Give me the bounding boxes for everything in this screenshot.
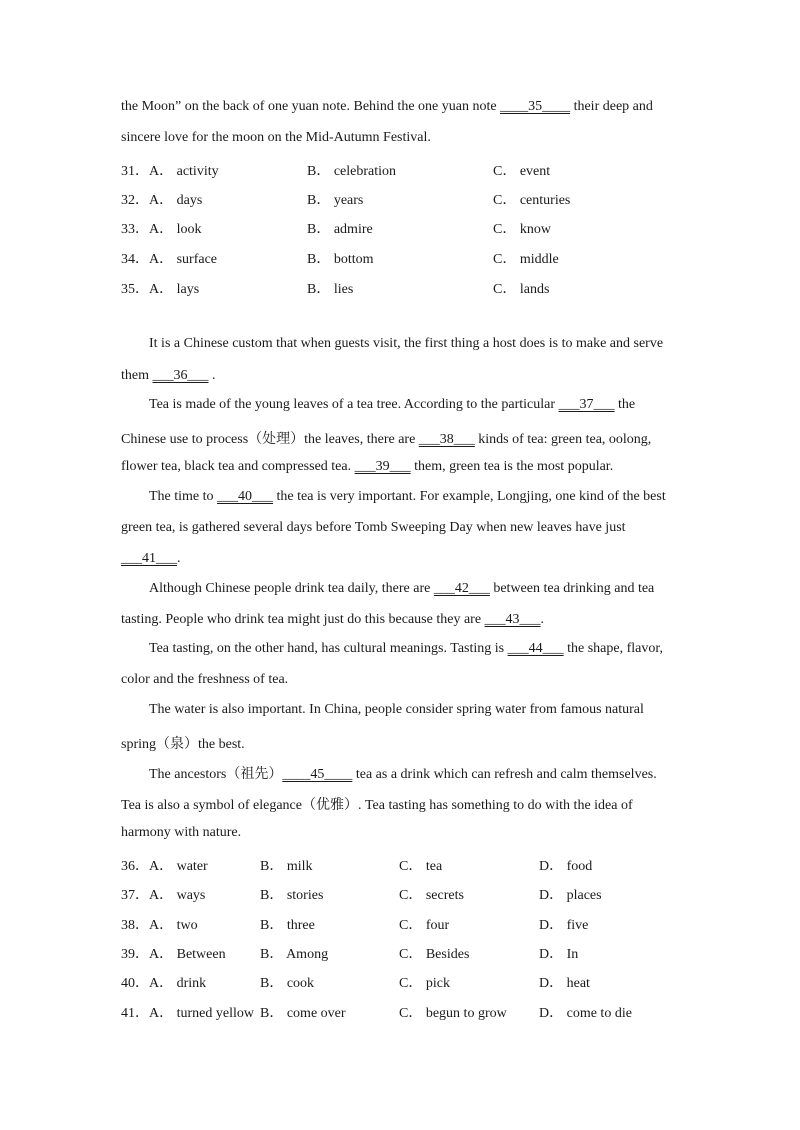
- option-a: A． look: [149, 222, 202, 237]
- passage-line: ___41___.: [121, 551, 181, 566]
- option-b: B． years: [307, 193, 364, 208]
- passage-line: Tea is also a symbol of elegance（优雅）. Tea tasting has something to do with the idea of: [121, 798, 633, 813]
- option-c: C． four: [399, 918, 450, 933]
- option-d: D． food: [539, 859, 593, 874]
- option-b: B． come over: [260, 1006, 346, 1021]
- option-b: B． bottom: [307, 252, 374, 267]
- option-d: D． five: [539, 918, 589, 933]
- option-a: A． Between: [149, 947, 226, 962]
- option-a: A． turned yellow: [149, 1006, 254, 1021]
- option-b: B． cook: [260, 976, 315, 991]
- option-a: A． days: [149, 193, 203, 208]
- passage-line: tasting. People who drink tea might just do this because they are ___43___.: [121, 612, 545, 627]
- passage-text: the Moon” on the back of one yuan note. Behind the one yuan note: [121, 99, 501, 114]
- blank-38: ___38___: [418, 432, 475, 447]
- question-number: 36．: [121, 859, 149, 874]
- blank-43: ___43___: [484, 612, 541, 627]
- option-c: C． tea: [399, 859, 443, 874]
- blank-42: ___42___: [433, 581, 490, 596]
- blank-41: ___41___: [121, 551, 177, 566]
- question-number: 41．: [121, 1006, 149, 1021]
- option-d: D． places: [539, 888, 602, 903]
- blank-36: ___36___: [152, 368, 209, 383]
- question-number: 32．: [121, 193, 149, 208]
- question-number: 31．: [121, 164, 149, 179]
- question-number: 40．: [121, 976, 149, 991]
- option-d: D． come to die: [539, 1006, 632, 1021]
- option-c: C． centuries: [493, 193, 571, 208]
- passage-text: their deep and: [570, 99, 653, 114]
- option-b: B． milk: [260, 859, 313, 874]
- blank-35: ____35____: [500, 99, 571, 114]
- passage-line: The ancestors（祖先）____45____ tea as a drink which can refresh and calm themselves.: [149, 767, 657, 782]
- question-number: 38．: [121, 918, 149, 933]
- blank-37: ___37___: [558, 397, 615, 412]
- passage-line: It is a Chinese custom that when guests visit, the first thing a host does is to make and serve: [149, 336, 664, 351]
- option-a: A． water: [149, 859, 208, 874]
- option-c: C． event: [493, 164, 551, 179]
- option-c: C． begun to grow: [399, 1006, 507, 1021]
- passage-line: them ___36___ .: [121, 368, 216, 383]
- passage-line: spring（泉）the best.: [121, 737, 245, 752]
- option-c: C． Besides: [399, 947, 470, 962]
- option-c: C． middle: [493, 252, 559, 267]
- option-b: B． celebration: [307, 164, 397, 179]
- passage-line: [121, 99, 653, 115]
- blank-39: ___39___: [354, 459, 411, 474]
- passage-line: Tea is made of the young leaves of a tea tree. According to the particular ___37___ the: [149, 397, 636, 412]
- option-b: B． lies: [307, 282, 354, 297]
- option-a: A． ways: [149, 888, 206, 903]
- passage-line: harmony with nature.: [121, 825, 242, 840]
- option-b: B． stories: [260, 888, 324, 903]
- option-b: B． admire: [307, 222, 373, 237]
- question-number: 33．: [121, 222, 149, 237]
- passage-line: Although Chinese people drink tea daily, there are ___42___ between tea drinking and tea: [149, 581, 655, 596]
- passage-line: The time to ___40___ the tea is very important. For example, Longjing, one kind of the best: [149, 489, 666, 504]
- question-number: 37．: [121, 888, 149, 903]
- option-c: C． pick: [399, 976, 450, 991]
- option-a: A． lays: [149, 282, 200, 297]
- passage-line: flower tea, black tea and compressed tea. ___39___ them, green tea is the most popular.: [121, 459, 614, 474]
- passage-line: sincere love for the moon on the Mid-Autumn Festival.: [121, 130, 431, 145]
- option-c: C． know: [493, 222, 551, 237]
- option-b: B． three: [260, 918, 315, 933]
- blank-44: ___44___: [507, 641, 564, 656]
- option-c: C． secrets: [399, 888, 464, 903]
- option-a: A． drink: [149, 976, 207, 991]
- option-a: A． two: [149, 918, 198, 933]
- question-number: 35．: [121, 282, 149, 297]
- option-c: C． lands: [493, 282, 550, 297]
- blank-40: ___40___: [217, 489, 274, 504]
- option-d: D． In: [539, 947, 579, 962]
- question-number: 34．: [121, 252, 149, 267]
- option-b: B． Among: [260, 947, 329, 962]
- option-a: A． activity: [149, 164, 219, 179]
- passage-line: green tea, is gathered several days before Tomb Sweeping Day when new leaves have just: [121, 520, 626, 535]
- option-a: A． surface: [149, 252, 218, 267]
- blank-45: ____45____: [282, 767, 353, 782]
- passage-line: The water is also important. In China, people consider spring water from famous natural: [149, 702, 644, 717]
- question-number: 39．: [121, 947, 149, 962]
- passage-line: Tea tasting, on the other hand, has cultural meanings. Tasting is ___44___ the shape, flavor,: [149, 641, 663, 656]
- passage-line: color and the freshness of tea.: [121, 672, 289, 687]
- option-d: D． heat: [539, 976, 590, 991]
- passage-line: Chinese use to process（处理）the leaves, there are ___38___ kinds of tea: green tea, oolong,: [121, 432, 652, 447]
